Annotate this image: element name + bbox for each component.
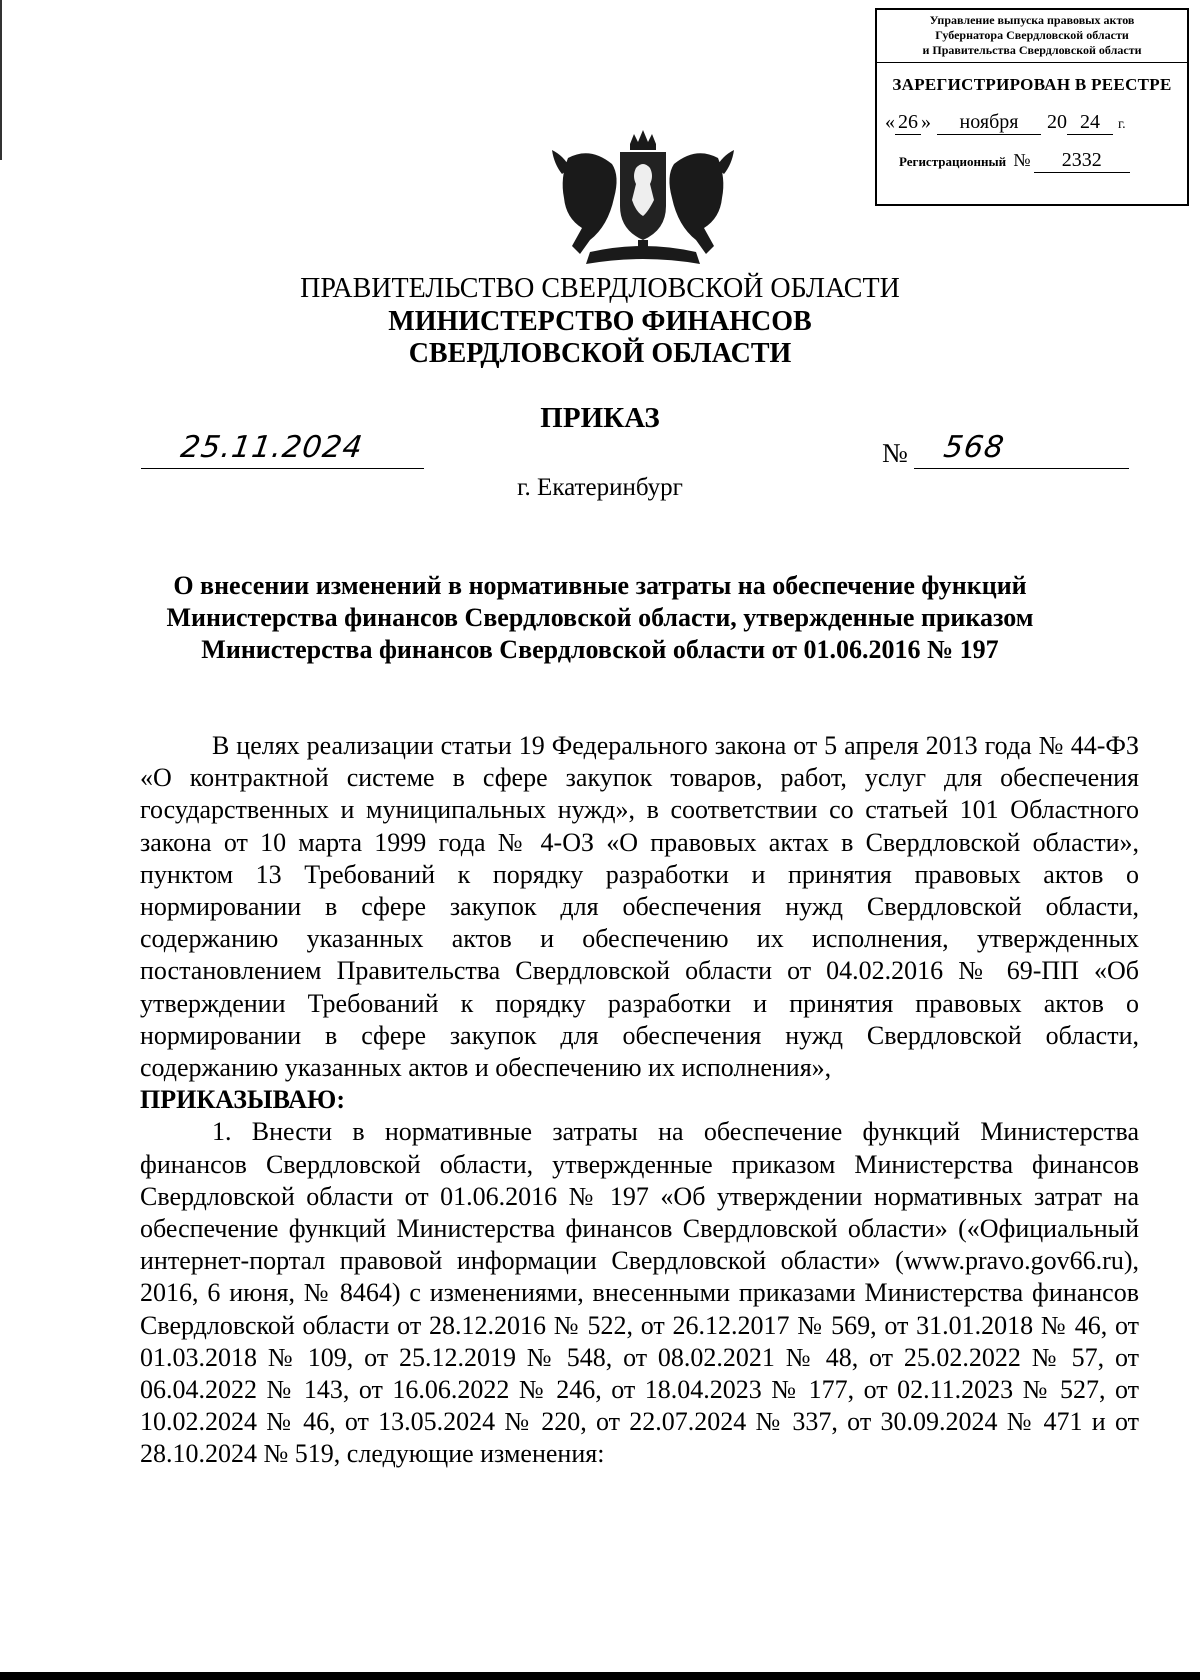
- number-label: №: [882, 438, 908, 468]
- coat-of-arms-icon: [550, 128, 736, 266]
- item-1-paragraph: 1. Внести в нормативные затраты на обеспечение функций Министерства финансов Свердловской области, утвержденные приказом Министерства финансов Свердловской области от 01.06.2016 № 197 «Об утверждении нормативных затрат на обеспечение функций Министерства финансов Свердловской области» («Официальный интернет-портал правовой информации Свердловской области» (www.pravo.gov66.ru), 2016, 6 июня, № 8464) с изменениями, внесенными приказами Министерства финансов Свердловской области от 28.12.2016 № 522, от 26.12.2017 № 569, от 31.01.2018 № 46, от 01.03.2018 № 109, от 25.12.2019 № 548, от 08.02.2021 № 48, от 25.02.2022 № 57, от 06.04.2022 № 143, от 16.06.2022 № 246, от 18.04.2023 № 177, от 02.11.2023 № 527, от 10.02.2024 № 46, от 13.05.2024 № 220, от 22.07.2024 № 337, от 30.09.2024 № 471 и от 28.10.2024 № 519, следующие изменения:: [140, 1117, 1139, 1469]
- stamp-header-line: Губернатора Свердловской области: [935, 28, 1129, 42]
- stamp-registration-number: [899, 149, 1187, 173]
- stamp-reg-number: 2332: [1034, 149, 1130, 173]
- document-body: [140, 730, 1139, 1471]
- stamp-date-close-quote: »: [921, 111, 931, 133]
- number-field: [914, 428, 1129, 469]
- stamp-reg-label: Регистрационный: [899, 154, 1007, 169]
- stamp-registered-text: ЗАРЕГИСТРИРОВАН В РЕЕСТРЕ: [892, 75, 1172, 94]
- government-name: ПРАВИТЕЛЬСТВО СВЕРДЛОВСКОЙ ОБЛАСТИ: [300, 273, 900, 304]
- stamp-date-day: 26: [895, 111, 921, 135]
- order-word: ПРИКАЗЫВАЮ:: [140, 1085, 345, 1115]
- ministry-name: [0, 306, 1200, 370]
- stamp-reg-no-sign: №: [1013, 150, 1031, 170]
- scan-edge-bottom: [0, 1672, 1200, 1680]
- stamp-header: [877, 10, 1187, 63]
- stamp-date-open-quote: «: [885, 111, 895, 133]
- stamp-date-month: ноября: [937, 111, 1041, 135]
- ministry-line: МИНИСТЕРСТВО ФИНАНСОВ: [388, 306, 812, 337]
- document-type: ПРИКАЗ: [540, 402, 660, 434]
- stamp-header-line: Управление выпуска правовых актов: [929, 13, 1135, 27]
- stamp-date: [885, 111, 1187, 135]
- ministry-line: СВЕРДЛОВСКОЙ ОБЛАСТИ: [408, 338, 792, 369]
- stamp-date-year-prefix: 20: [1047, 111, 1067, 133]
- date-field: [141, 428, 424, 469]
- stamp-header-line: и Правительства Свердловской области: [922, 43, 1142, 57]
- city: г. Екатеринбург: [517, 474, 683, 501]
- scan-edge-left: [0, 0, 2, 160]
- stamp-date-year-unit: г.: [1118, 117, 1126, 132]
- handwritten-number: 568: [941, 430, 1007, 465]
- stamp-date-year-suffix: 24: [1067, 111, 1113, 135]
- preamble-paragraph: В целях реализации статьи 19 Федерального закона от 5 апреля 2013 года № 44-ФЗ «О контрактной системе в сфере закупок товаров, работ, услуг для обеспечения государственных и муниципальных нужд», в соответствии со статьей 101 Областного закона от 10 марта 1999 года № 4-ОЗ «О правовых актах в Свердловской области», пунктом 13 Требований к порядку разработки и принятия правовых актов о нормировании в сфере закупок для обеспечения нужд Свердловской области, содержанию указанных актов и обеспечению их исполнения, утвержденных постановлением Правительства Свердловской области от 04.02.2016 № 69-ПП «Об утверждении Требований к порядку разработки и принятия правовых актов о нормировании в сфере закупок для обеспечения нужд Свердловской области, содержанию указанных актов и обеспечению их исполнения»,: [140, 731, 1139, 1083]
- handwritten-date: 25.11.2024: [178, 430, 366, 465]
- document-subject: О внесении изменений в нормативные затраты на обеспечение функций Министерства финансов Свердловской области, утвержденные приказом Министерства финансов Свердловской области от 01.06.2016 № 197: [166, 571, 1034, 664]
- registry-stamp: [875, 8, 1189, 206]
